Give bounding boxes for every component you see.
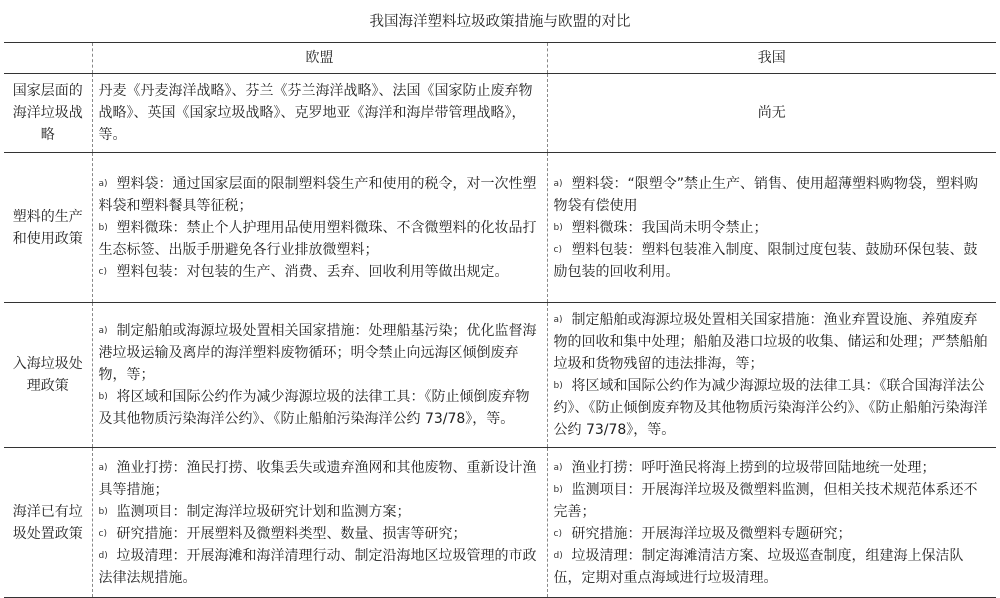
cn-item-text: 监测项目：开展海洋垃圾及微塑料监测，但相关技术规范体系还不完善； (553, 481, 978, 520)
list-marker: c) (98, 266, 107, 277)
eu-item-text: 监测项目：制定海洋垃圾研究计划和监测方案； (116, 503, 411, 520)
eu-item (99, 217, 541, 261)
eu-item (99, 261, 541, 283)
cn-item-text: 研究措施：开展海洋垃圾及微塑料专题研究； (571, 525, 852, 542)
list-marker: b) (553, 484, 563, 495)
cn-item (554, 375, 991, 441)
header-row (4, 43, 996, 74)
list-marker: b) (98, 222, 108, 233)
table-row (4, 153, 996, 303)
table-row (4, 303, 996, 448)
eu-item (99, 501, 541, 523)
cn-item-text: 制定船舶或海源垃圾处置相关国家措施：渔业弃置设施、养殖废弃物的回收和集中处理；船舶及港口垃圾的收集、储运和处理；严禁船舶垃圾和货物残留的违法排海，等； (553, 312, 988, 372)
cn-item (554, 239, 991, 283)
list-marker: a) (553, 315, 563, 325)
eu-item-text: 研究措施：开展塑料及微塑料类型、数量、损害等研究； (116, 525, 467, 542)
list-marker: a) (98, 462, 108, 473)
comparison-table (4, 42, 996, 598)
eu-item (99, 523, 541, 545)
eu-item: 丹麦《丹麦海洋战略》、芬兰《芬兰海洋战略》、法国《国家防止废弃物战略》、英国《国家垃圾战略》、克罗地亚《海洋和海岸带管理战略》，等。 (98, 83, 533, 143)
eu-item-text: 制定船舶或海源垃圾处置相关国家措施：处理船基污染；优化监督海港垃圾运输及离岸的海洋塑料废物循环；明令禁止向远海区倾倒废弃物，等； (98, 323, 537, 383)
cn-item-text: 塑料袋：“限塑令”禁止生产、销售、使用超薄塑料购物袋，塑料购物袋有偿使用 (553, 175, 979, 214)
table-row (4, 448, 996, 598)
row-label: 国家层面的海洋垃圾战略 (4, 74, 92, 153)
list-marker: b) (553, 222, 563, 233)
cn-item (554, 479, 991, 523)
eu-item-text: 渔业打捞：渔民打捞、收集丢失或遗弃渔网和其他废物、重新设计渔具等措施； (98, 459, 537, 498)
eu-cell (92, 448, 547, 598)
table-title: 我国海洋塑料垃圾政策措施与欧盟的对比 (369, 14, 631, 30)
eu-item-text: 垃圾清理：开展海滩和海洋清理行动、制定沿海地区垃圾管理的市政法律法规措施。 (98, 547, 537, 586)
eu-item-text: 塑料袋：通过国家层面的限制塑料袋生产和使用的税令，对一次性塑料袋和塑料餐具等征税； (98, 175, 537, 214)
cn-item (554, 457, 991, 479)
cn-item-text: 渔业打捞：呼吁渔民将海上捞到的垃圾带回陆地统一处理； (571, 459, 936, 476)
eu-item (99, 386, 541, 430)
header-eu: 欧盟 (92, 43, 547, 74)
list-marker: a) (553, 462, 563, 473)
cn-cell (547, 448, 996, 598)
cn-item-text: 塑料微珠：我国尚未明令禁止； (571, 219, 768, 236)
table-row (4, 74, 996, 153)
eu-item (99, 457, 541, 501)
cn-cell (547, 153, 996, 303)
eu-item-text: 将区域和国际公约作为减少海源垃圾的法律工具：《防止倾倒废弃物及其他物质污染海洋公约》、《防止船舶污染海洋公约 73/78》，等。 (98, 389, 530, 427)
cn-item: 尚无 (757, 105, 786, 121)
eu-cell (92, 303, 547, 448)
row-label: 入海垃圾处理政策 (4, 303, 92, 448)
list-marker: c) (98, 528, 107, 539)
list-marker: c) (553, 244, 562, 255)
eu-item (99, 545, 541, 589)
eu-item-text: 塑料包装：对包装的生产、消费、丢弃、回收利用等做出规定。 (116, 263, 509, 280)
list-marker: c) (553, 528, 562, 539)
cn-cell (547, 303, 996, 448)
list-marker: a) (553, 178, 563, 189)
list-marker: b) (553, 381, 563, 391)
cn-cell (547, 74, 996, 153)
cn-item-text: 垃圾清理：制定海滩清洁方案、垃圾巡查制度，组建海上保洁队伍，定期对重点海域进行垃圾清理。 (553, 547, 964, 586)
list-marker: a) (98, 326, 108, 336)
cn-item (554, 173, 991, 217)
header-row-label (4, 43, 92, 74)
list-marker: d) (553, 550, 563, 561)
row-label: 海洋已有垃圾处置政策 (4, 448, 92, 598)
list-marker: b) (98, 392, 108, 402)
eu-cell (92, 153, 547, 303)
cn-item (554, 523, 991, 545)
header-cn: 我国 (547, 43, 996, 74)
cn-item-text: 将区域和国际公约作为减少海源垃圾的法律工具：《联合国海洋法公约》、《防止倾倒废弃物及其他物质污染海洋公约》、《防止船舶污染海洋公约 73/78》，等。 (553, 378, 988, 438)
list-marker: d) (98, 550, 108, 561)
eu-item-text: 塑料微珠：禁止个人护理用品使用塑料微珠、不含微塑料的化妆品打生态标签、出版手册避免各行业排放微塑料； (98, 219, 537, 258)
cn-item-text: 塑料包装：塑料包装准入制度、限制过度包装、鼓励环保包装、鼓励包装的回收利用。 (553, 241, 978, 280)
cn-item (554, 309, 991, 375)
eu-item (99, 320, 541, 386)
list-marker: b) (98, 506, 108, 517)
list-marker: a) (98, 178, 108, 189)
eu-cell (92, 74, 547, 153)
cn-item (554, 217, 991, 239)
cn-item (554, 545, 991, 589)
eu-item (99, 173, 541, 217)
row-label: 塑料的生产和使用政策 (4, 153, 92, 303)
